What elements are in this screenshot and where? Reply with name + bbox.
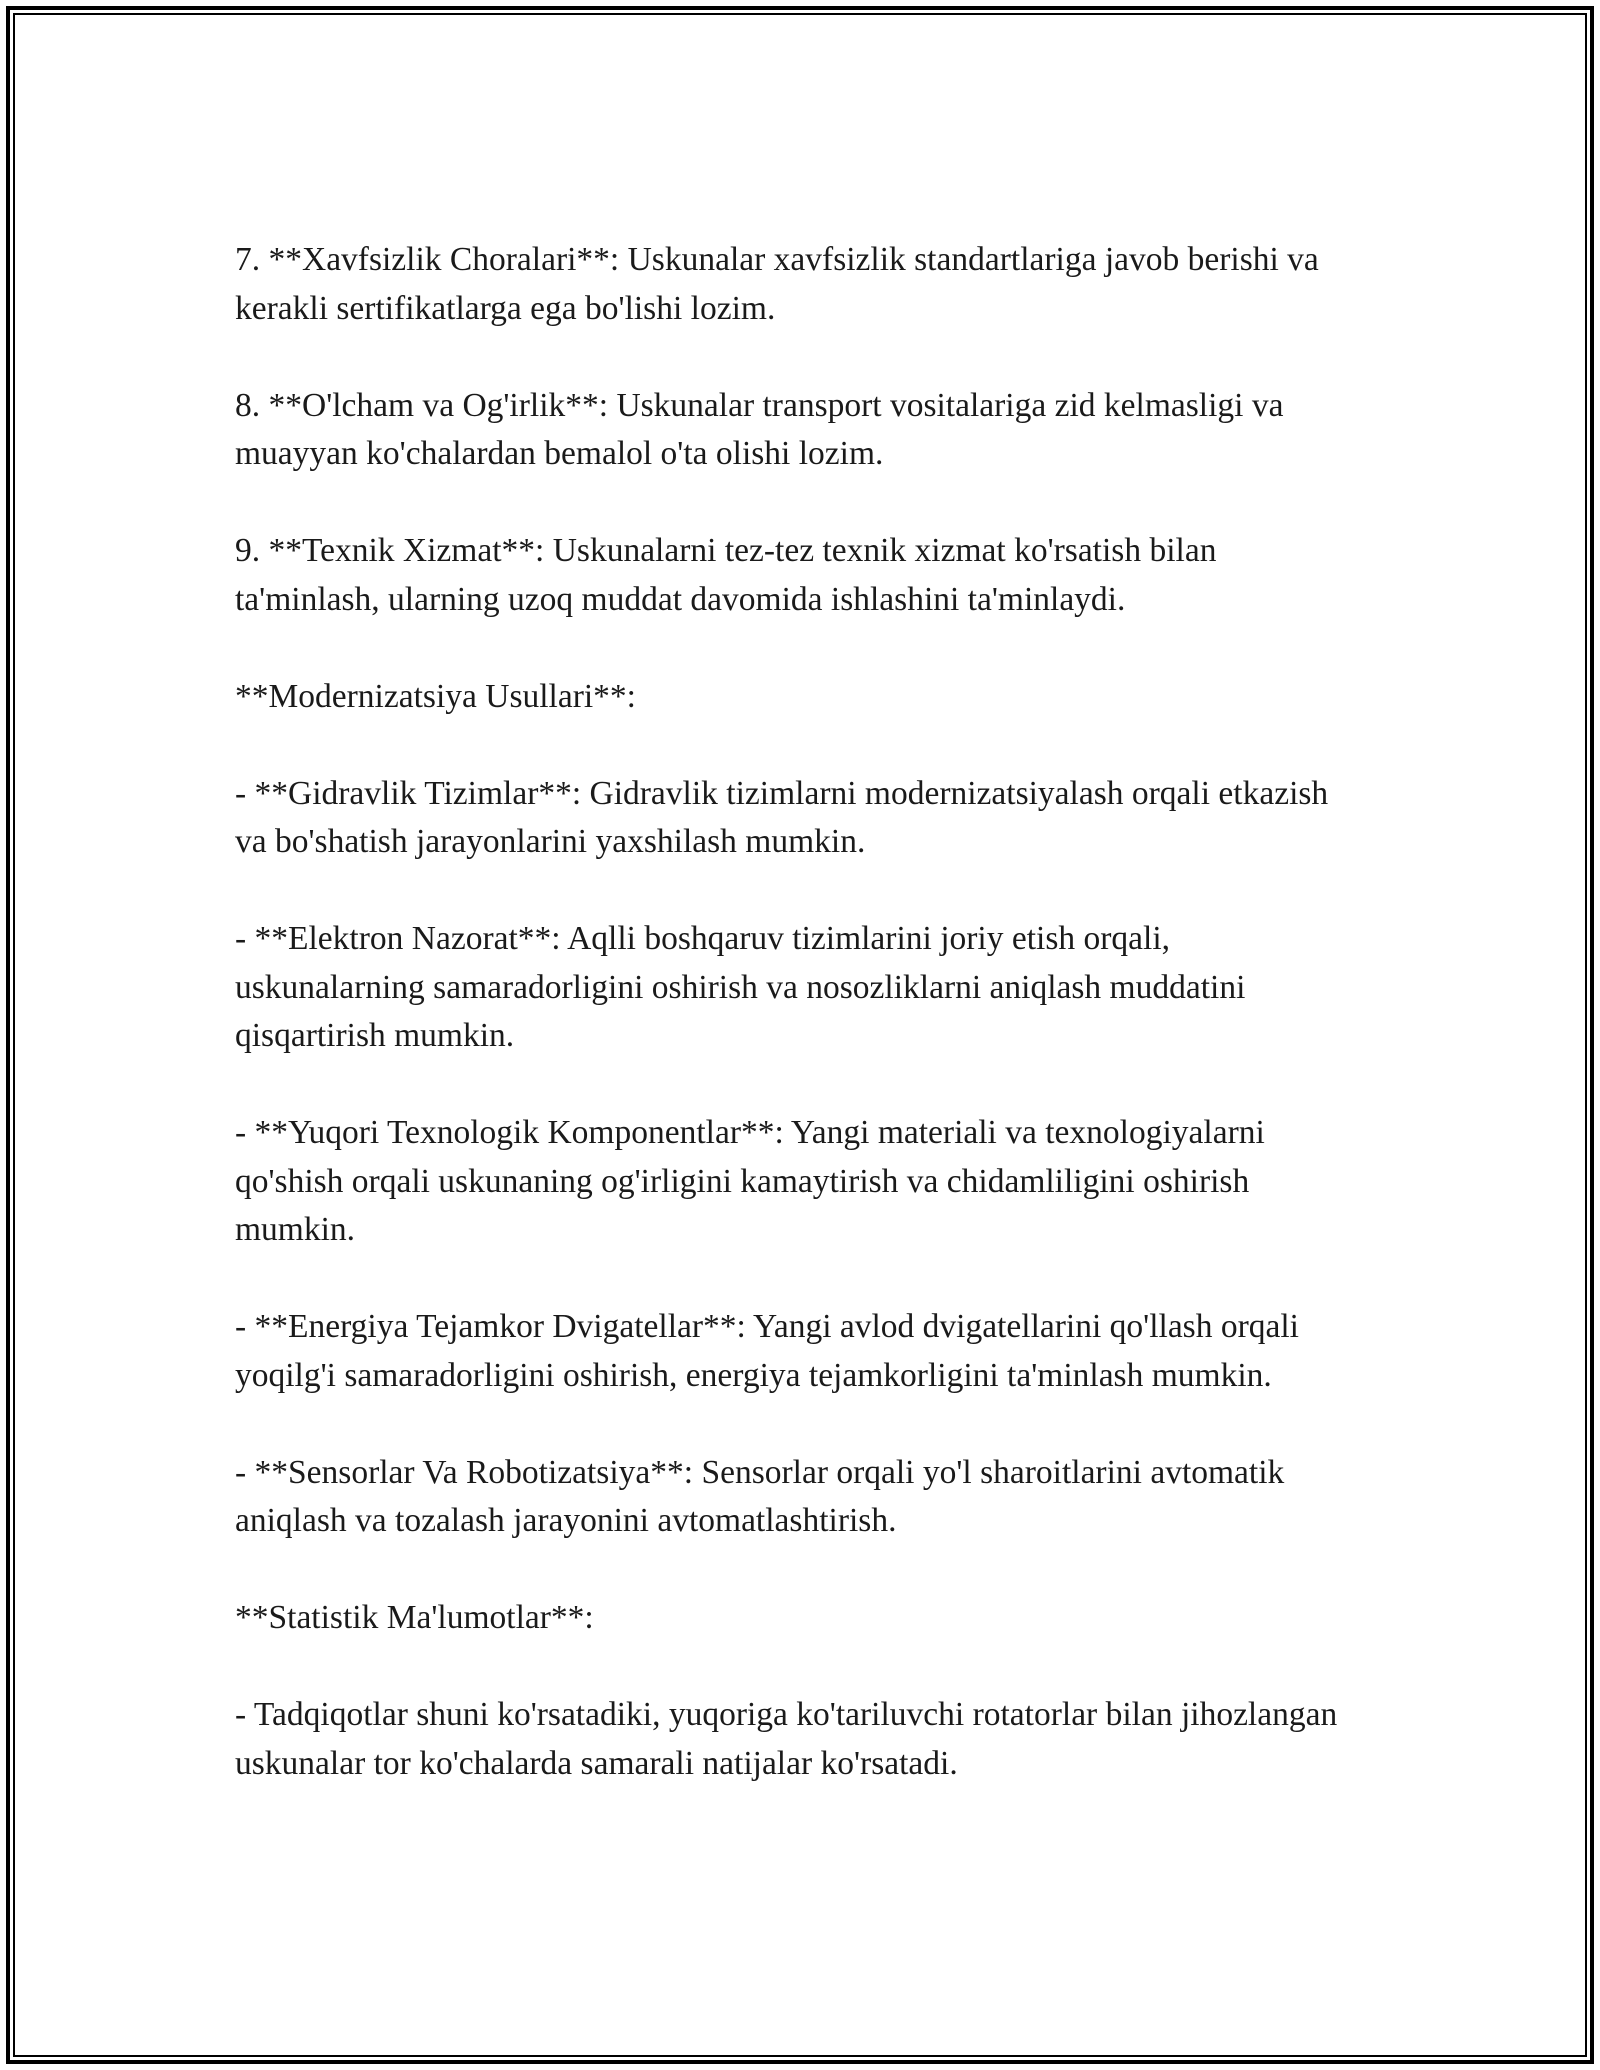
bullet-energy-engines: - **Energiya Tejamkor Dvigatellar**: Yangi avlod dvigatellarini qo'llash orqali yoqilg'i samaradorligini oshirish, energiya tejamkorligini ta'minlash mumkin. — [235, 1308, 1299, 1394]
list-item-maintenance: 9. **Texnik Xizmat**: Uskunalarni tez-tez texnik xizmat ko'rsatish bilan ta'minlash, ularning uzoq muddat davomida ishlashini ta'minlaydi. — [235, 532, 1217, 618]
bullet-research-finding: - Tadqiqotlar shuni ko'rsatadiki, yuqoriga ko'tariluvchi rotatorlar bilan jihozlangan uskunalar tor ko'chalarda samarali natijalar ko'rsatadi. — [235, 1696, 1338, 1782]
bullet-high-tech-components: - **Yuqori Texnologik Komponentlar**: Yangi materiali va texnologiyalarni qo'shish orqali uskunaning og'irligini kamaytirish va chidamliligini oshirish mumkin. — [235, 1114, 1265, 1248]
document-body — [235, 236, 1365, 1788]
bullet-electronic-control: - **Elektron Nazorat**: Aqlli boshqaruv tizimlarini joriy etish orqali, uskunalarning samaradorligini oshirish va nosozliklarni aniqlash muddatini qisqartirish mumkin. — [235, 920, 1246, 1054]
bullet-hydraulic: - **Gidravlik Tizimlar**: Gidravlik tizimlarni modernizatsiyalash orqali etkazish va bo'shatish jarayonlarini yaxshilash mumkin. — [235, 774, 1329, 860]
section-heading-modernization: **Modernizatsiya Usullari**: — [235, 677, 636, 715]
section-heading-statistics: **Statistik Ma'lumotlar**: — [235, 1599, 594, 1636]
bullet-sensors-robotics: - **Sensorlar Va Robotizatsiya**: Sensorlar orqali yo'l sharoitlarini avtomatik aniqlash va tozalash jarayonini avtomatlashtirish. — [235, 1453, 1285, 1539]
list-item-safety: 7. **Xavfsizlik Choralari**: Uskunalar xavfsizlik standartlariga javob berishi va kerakli sertifikatlarga ega bo'lishi lozim. — [235, 241, 1319, 327]
list-item-size-weight: 8. **O'lcham va Og'irlik**: Uskunalar transport vositalariga zid kelmasligi va muayyan ko'chalardan bemalol o'ta olishi lozim. — [235, 386, 1284, 472]
